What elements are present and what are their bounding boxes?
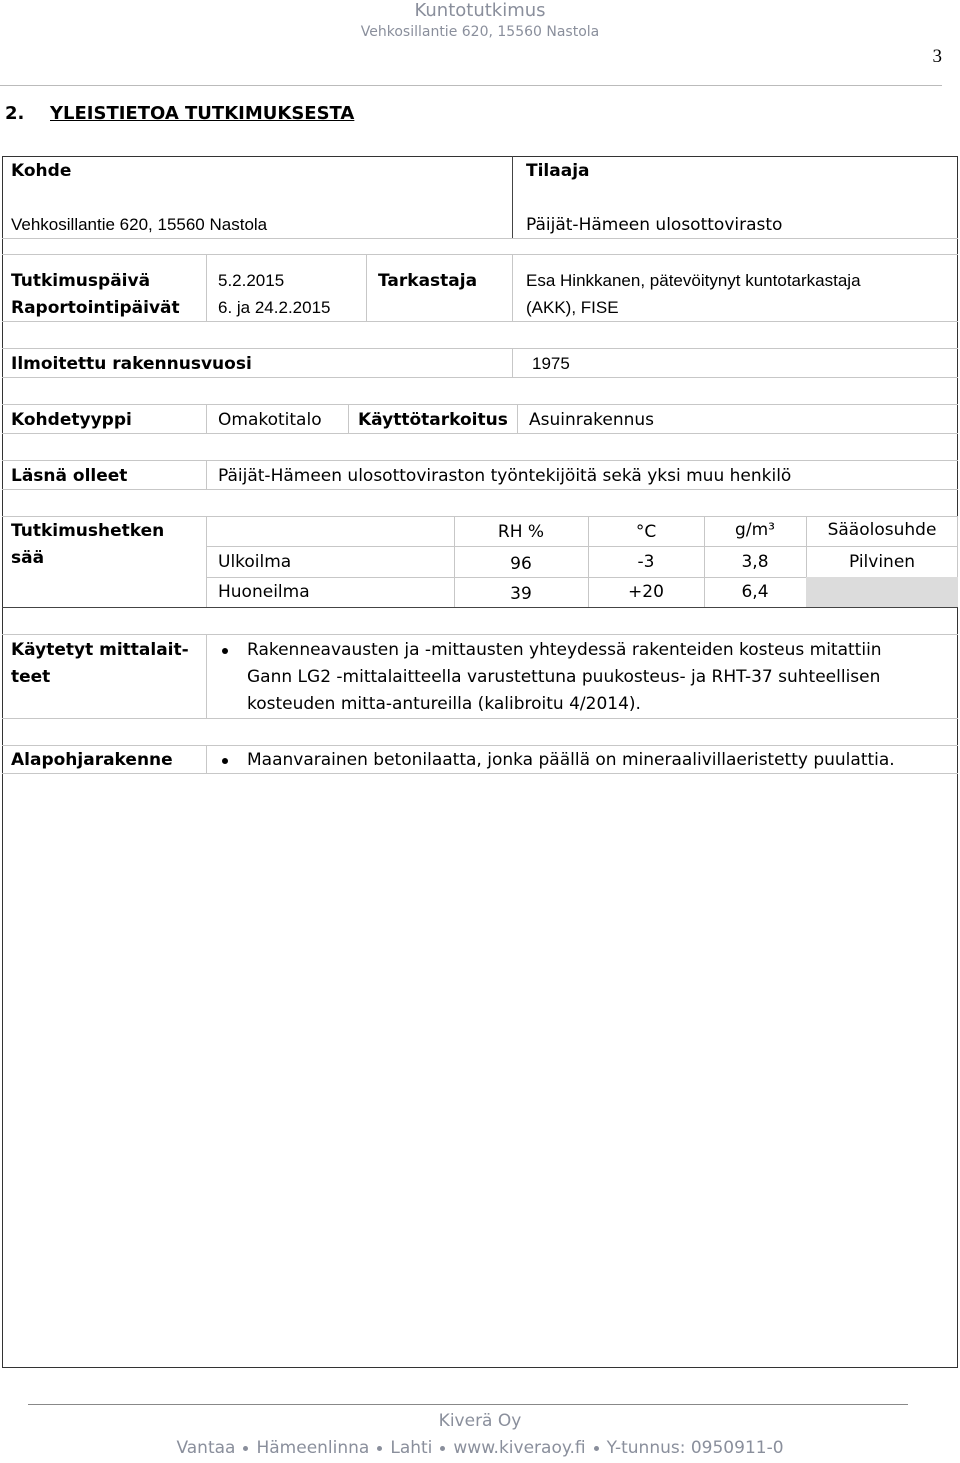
weather-header-rh: RH %	[497, 522, 545, 542]
separator-dot-icon	[243, 1446, 248, 1451]
divider	[2, 404, 958, 405]
separator-dot-icon	[594, 1446, 599, 1451]
instruments-text-line: Gann LG2 -mittalaitteella varustettuna puukosteus- ja RHT-37 suhteellisen	[247, 667, 881, 687]
weather-row-temp: -3	[637, 552, 655, 572]
divider	[2, 607, 958, 608]
divider	[206, 634, 207, 718]
kohdetyyppi-value: Omakotitalo	[218, 410, 322, 430]
separator-dot-icon	[440, 1446, 445, 1451]
foundation-label: Alapohjarakenne	[11, 750, 173, 770]
weather-row-abs: 6,4	[741, 582, 769, 602]
divider	[366, 254, 367, 321]
footer-item: Lahti	[390, 1438, 433, 1458]
bullet-icon	[222, 758, 228, 764]
footer-item: Y-tunnus: 0950911-0	[606, 1438, 784, 1458]
tarkastaja-value-line2: (AKK), FISE	[526, 298, 619, 317]
divider	[517, 404, 518, 433]
weather-row-condition: Pilvinen	[848, 552, 916, 572]
kayttotarkoitus-value: Asuinrakennus	[529, 410, 655, 430]
kohde-value: Vehkosillantie 620, 15560 Nastola	[11, 215, 268, 234]
raportointipaivat-label: Raportointipäivät	[11, 298, 180, 318]
divider	[348, 404, 349, 433]
rakennusvuosi-value: 1975	[532, 354, 570, 373]
tarkastaja-label: Tarkastaja	[378, 271, 478, 291]
divider	[2, 718, 958, 719]
divider	[206, 404, 207, 433]
divider	[512, 348, 513, 377]
header-divider	[0, 85, 942, 86]
divider	[206, 254, 207, 321]
section-number: 2.	[5, 103, 25, 124]
header-address: Vehkosillantie 620, 15560 Nastola	[360, 24, 600, 40]
instruments-text-line: kosteuden mitta-antureilla (kalibroitu 4/2014).	[247, 694, 641, 714]
footer-website-link[interactable]: www.kiveraoy.fi	[453, 1438, 586, 1458]
page-number: 3	[932, 46, 942, 67]
tutkimuspaiva-value: 5.2.2015	[218, 271, 285, 290]
divider	[2, 745, 958, 746]
empty-shaded-cell	[806, 577, 958, 607]
divider	[2, 321, 958, 322]
divider	[2, 460, 958, 461]
weather-row-temp: +20	[628, 582, 664, 602]
divider	[2, 773, 958, 774]
weather-row-rh: 96	[510, 554, 532, 574]
instruments-label-line1: Käytetyt mittalait-	[11, 640, 189, 660]
lasna-label: Läsnä olleet	[11, 466, 128, 486]
weather-row-name: Huoneilma	[218, 582, 310, 602]
bullet-icon	[222, 648, 228, 654]
header-title: Kuntotutkimus	[414, 0, 546, 21]
footer-item: Vantaa	[176, 1438, 236, 1458]
weather-header-condition: Sääolosuhde	[827, 520, 937, 540]
rakennusvuosi-label: Ilmoitettu rakennusvuosi	[11, 354, 252, 374]
kohde-label: Kohde	[11, 161, 72, 181]
divider	[2, 634, 958, 635]
footer-info	[0, 1438, 960, 1458]
divider	[512, 156, 513, 238]
tilaaja-label: Tilaaja	[526, 161, 590, 181]
weather-row-abs: 3,8	[741, 552, 769, 572]
divider	[2, 433, 958, 434]
section-heading	[5, 103, 354, 124]
kayttotarkoitus-label: Käyttötarkoitus	[358, 410, 508, 430]
lasna-value: Päijät-Hämeen ulosottoviraston työntekijöitä sekä yksi muu henkilö	[218, 466, 792, 486]
divider	[206, 546, 958, 547]
weather-row-rh: 39	[510, 584, 532, 604]
divider	[2, 377, 958, 378]
instruments-label-line2: teet	[11, 667, 51, 687]
tarkastaja-value-line1: Esa Hinkkanen, pätevöitynyt kuntotarkastaja	[526, 271, 861, 290]
kohdetyyppi-label: Kohdetyyppi	[11, 410, 132, 430]
divider	[2, 348, 958, 349]
weather-table	[206, 516, 958, 608]
tutkimuspaiva-label: Tutkimuspäivä	[11, 271, 151, 291]
weather-header-temp: °C	[635, 522, 657, 542]
weather-header-abs: g/m³	[735, 520, 775, 540]
divider	[206, 460, 207, 489]
weather-row-name: Ulkoilma	[218, 552, 292, 572]
tilaaja-value: Päijät-Hämeen ulosottovirasto	[526, 215, 783, 235]
footer-divider	[28, 1404, 908, 1405]
instruments-text-line: Rakenneavausten ja -mittausten yhteydessä rakenteiden kosteus mitattiin	[247, 640, 882, 660]
raportointipaivat-value: 6. ja 24.2.2015	[218, 298, 331, 317]
divider	[206, 745, 207, 773]
footer-item: Hämeenlinna	[256, 1438, 370, 1458]
divider	[512, 254, 513, 321]
divider	[2, 238, 958, 239]
foundation-value: Maanvarainen betonilaatta, jonka päällä on mineraalivillaeristetty puulattia.	[247, 750, 895, 770]
weather-label-line1: Tutkimushetken	[11, 521, 165, 541]
section-title: YLEISTIETOA TUTKIMUKSESTA	[50, 103, 355, 124]
footer-company: Kiverä Oy	[438, 1411, 522, 1431]
separator-dot-icon	[377, 1446, 382, 1451]
weather-label-line2: sää	[11, 548, 45, 568]
divider	[2, 489, 958, 490]
divider	[2, 254, 958, 255]
